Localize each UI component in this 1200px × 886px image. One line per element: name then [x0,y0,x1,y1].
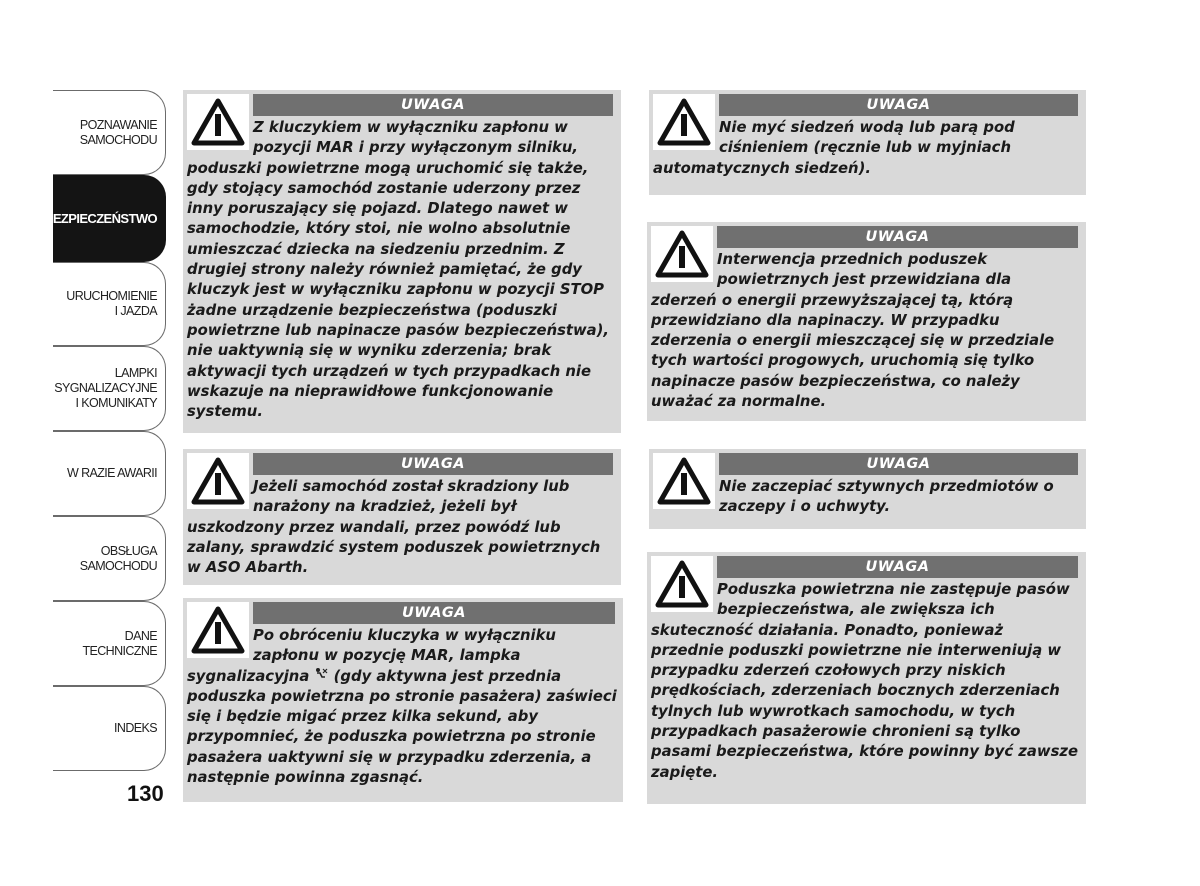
nav-item-uruchomienie[interactable] [53,262,166,346]
nav-item-dane-techniczne[interactable] [53,601,166,686]
warning-header: UWAGA [719,453,1078,475]
warning-text-part: Po obróceniu kluczyka w wyłączniku zapłonu w pozycję MAR, lampka sygnalizacyjna [187,627,556,685]
nav-item-bezpieczenstwo[interactable] [44,175,166,262]
nav-item-poznawanie[interactable] [53,90,166,175]
nav-item-label: INDEKS [114,721,157,735]
warning-text: Jeżeli samochód został skradziony lub narażony na kradzież, jeżeli był uszkodzony przez wandali, przez powódź lub zalany, sprawdzić system poduszek powietrznych w ASO Abarth. [187,478,601,577]
warning-box [649,449,1086,529]
warning-header: UWAGA [253,602,615,624]
warning-header: UWAGA [253,94,613,116]
warning-text [187,626,617,788]
warning-box [647,222,1086,421]
warning-box [647,552,1086,804]
warning-box [183,449,621,585]
nav-item-label: BEZPIECZEŃSTWO [44,211,157,226]
warning-text: Nie zaczepiać sztywnych przedmiotów o zaczepy i o uchwyty. [719,478,1054,516]
warning-header: UWAGA [717,556,1078,578]
warning-text: Nie myć siedzeń wodą lub parą pod ciśnieniem (ręcznie lub w myjniach automatycznych siedzeń). [653,119,1015,177]
nav-item-label: OBSŁUGA SAMOCHODU [79,543,157,573]
nav-item-label: W RAZIE AWARII [67,466,157,480]
nav-item-label: POZNAWANIE SAMOCHODU [79,117,157,147]
warning-header: UWAGA [719,94,1078,116]
warning-text: Poduszka powietrzna nie zastępuje pasów bezpieczeństwa, ale zwiększa ich skuteczność działania. Ponadto, ponieważ przednie poduszki powietrzne nie interweniują w przypadku zderzeń czołowych przy niskich prędkościach, zderzeniach bocznych zderzeniach tylnych lub wywrotkach samochodu, w tych przypadkach pasażerowie chronieni są tylko pasami bezpieczeństwa, które powinny być zawsze zapięte. [651,581,1079,781]
nav-item-label: URUCHOMIENIE I JAZDA [66,289,157,318]
warning-box [183,90,621,433]
passenger-airbag-icon [314,670,328,684]
warning-text: Interwencja przednich poduszek powietrznych jest przewidziana dla zderzeń o energii przewyższającej tą, którą przewidziano dla napinaczy. W przypadku zderzenia o energii mieszczącej się w przedziale tych wartości progowych, uruchomią się tylko napinacze pasów bezpieczeństwa, co należy uważać za normalne. [651,251,1055,411]
nav-item-label: LAMPKI SYGNALIZACYJNE I KOMUNIKATY [54,366,157,410]
warning-header: UWAGA [717,226,1078,248]
page-number: 130 [127,781,164,806]
warning-text: Z kluczykiem w wyłączniku zapłonu w pozycji MAR i przy wyłączonym silniku, poduszki powietrzne mogą uruchomić się także, gdy stojący samochód zostanie uderzony przez inny poruszający się pojazd. Dlatego nawet w samochodzie, który stoi, nie wolno absolutnie umieszczać dziecka na siedzeniu przednim. Z drugiej strony należy również pamiętać, że gdy kluczyk jest w wyłączniku zapłonu w pozycji STOP żadne urządzenie bezpieczeństwa (poduszki powietrzne lub napinacze pasów bezpieczeństwa), nie uaktywnią się w wyniku zderzenia; brak aktywacji tych urządzeń w tych przypadkach nie wskazuje na nieprawidłowe funkcjonowanie systemu. [187,119,610,421]
nav-item-label: DANE TECHNICZNE [82,628,157,658]
nav-item-w-razie-awarii[interactable] [53,431,166,516]
warning-box [183,598,623,802]
warning-header: UWAGA [253,453,613,475]
warning-text-part: (gdy aktywna jest przednia poduszka powietrzna po stronie pasażera) zaświeci się i będzie migać przez kilka sekund, aby przypomnieć, że poduszka powietrzna po stronie pasażera uaktywni się w przypadku zderzenia, a następnie powinna zgasnąć. [187,667,617,787]
warning-box [649,90,1086,195]
nav-item-indeks[interactable] [53,686,166,771]
nav-item-lampki[interactable] [53,346,166,431]
nav-item-obsluga[interactable] [53,516,166,601]
